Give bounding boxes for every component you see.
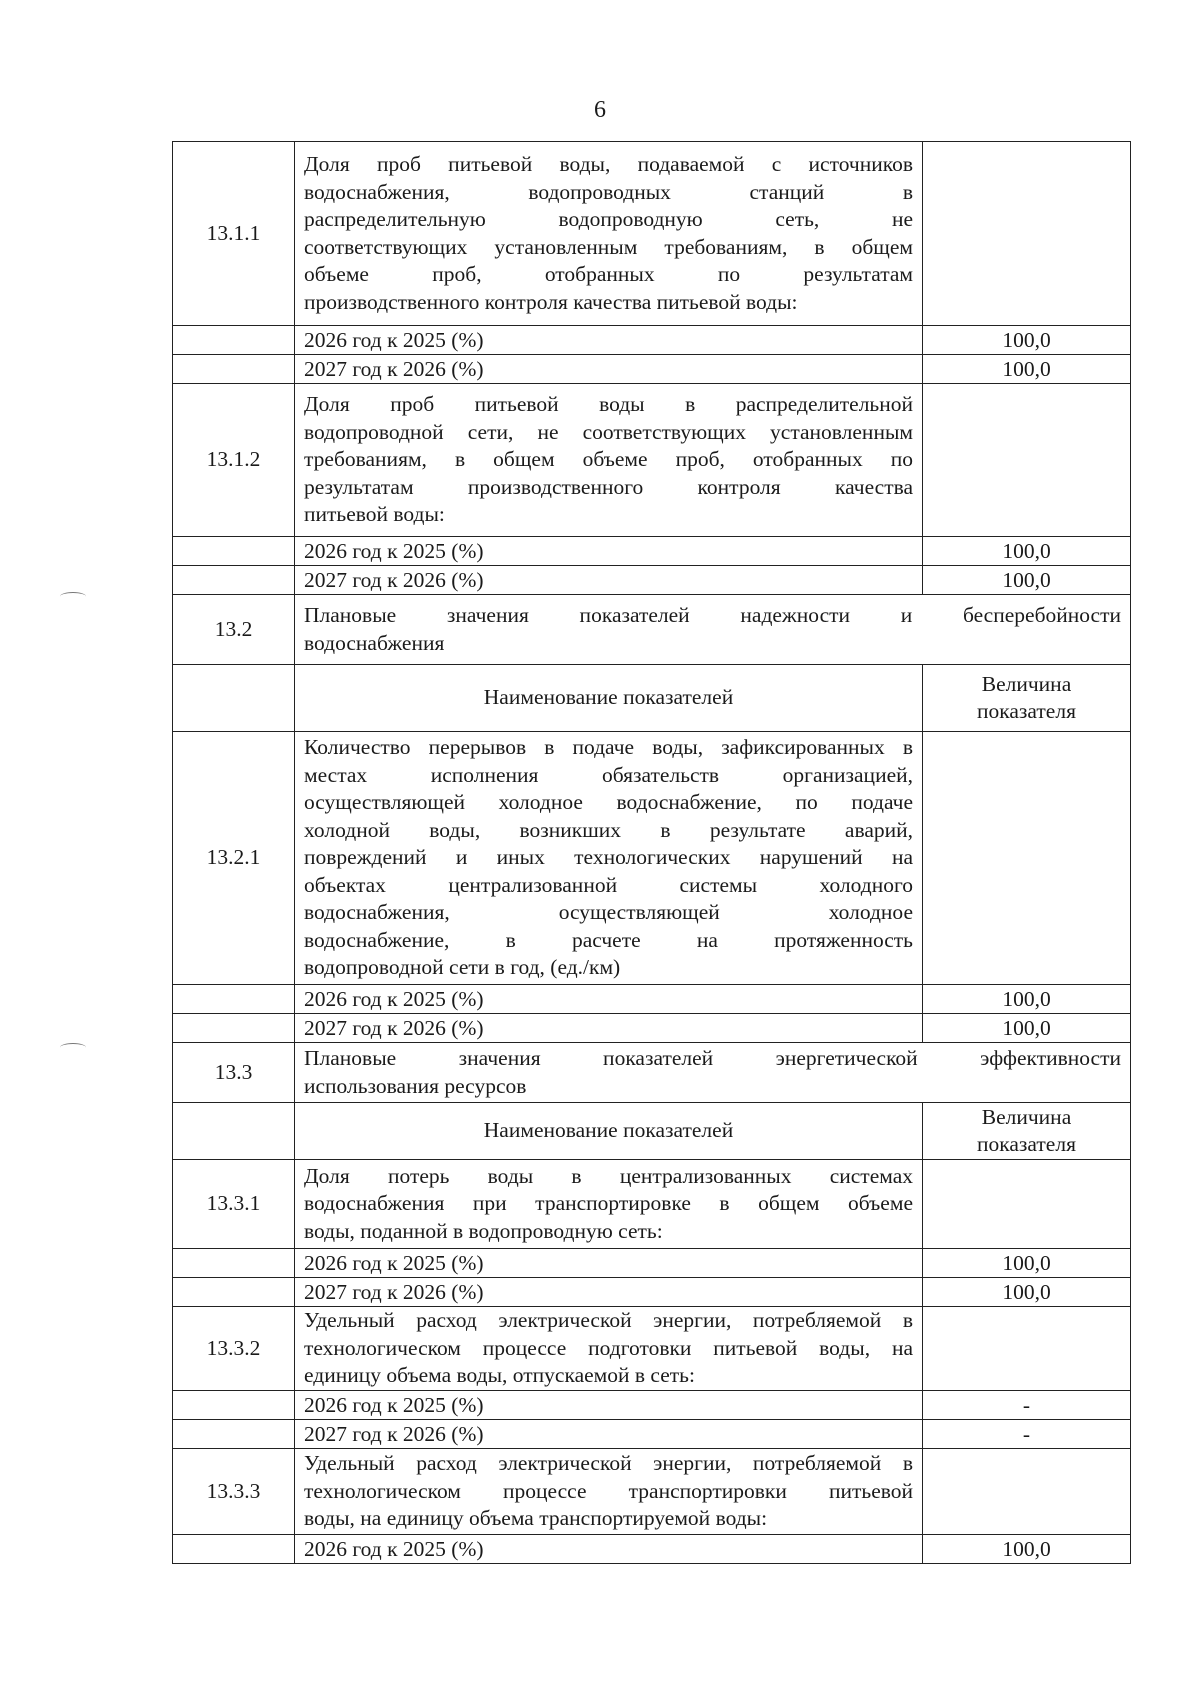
year-label: 2027 год к 2026 (%): [295, 1278, 923, 1307]
year-value: 100,0: [923, 985, 1131, 1014]
year-value: 100,0: [923, 326, 1131, 355]
text-line: требованиям, в общем объеме проб, отобранных по: [304, 447, 913, 472]
text-line: водоснабжения при транспортировке в общем объеме: [304, 1191, 913, 1216]
indicator-value: [923, 732, 1131, 985]
year-label: 2026 год к 2025 (%): [295, 1535, 923, 1564]
text-line: результатам производственного контроля качества: [304, 474, 913, 499]
year-label: 2027 год к 2026 (%): [295, 566, 923, 595]
indicators-table: [172, 141, 1131, 1564]
year-value: 100,0: [923, 355, 1131, 384]
year-value: 100,0: [923, 537, 1131, 566]
table-row: [173, 537, 1131, 566]
row-number: 13.3.2: [173, 1307, 295, 1391]
year-value: 100,0: [923, 566, 1131, 595]
table-row: [173, 1420, 1131, 1449]
indicator-name: [295, 1307, 923, 1391]
text-line: технологическом процессе транспортировки питьевой: [304, 1478, 913, 1503]
table-row: [173, 142, 1131, 326]
indicator-name: [295, 142, 923, 326]
text-line: воды, на единицу объема транспортируемой воды:: [304, 1506, 768, 1531]
text-line: объеме проб, отобранных по результатам: [304, 262, 913, 286]
text-line: соответствующих установленным требованиям, в общем: [304, 234, 913, 259]
margin-mark: [60, 1043, 86, 1052]
section-title: [295, 1043, 1131, 1103]
indicator-value: [923, 384, 1131, 537]
table-row: [173, 1449, 1131, 1535]
column-header-value: Величина показателя: [923, 1103, 1131, 1160]
year-label: 2026 год к 2025 (%): [295, 326, 923, 355]
row-number: 13.1.1: [173, 142, 295, 326]
text-line: водоснабжения, осуществляющей холодное: [304, 900, 913, 925]
row-number: 13.3.1: [173, 1160, 295, 1249]
table-row: [173, 384, 1131, 537]
year-value: 100,0: [923, 1278, 1131, 1307]
row-number: 13.3.3: [173, 1449, 295, 1535]
text-line: единицу объема воды, отпускаемой в сеть:: [304, 1363, 695, 1388]
table-row: [173, 326, 1131, 355]
indicator-name: [295, 1160, 923, 1249]
text-line: Плановые значения показателей энергетической эффективности: [304, 1046, 1121, 1070]
year-label: 2026 год к 2025 (%): [295, 1249, 923, 1278]
text-line: водоснабжения: [304, 630, 445, 655]
text-line: объектах централизованной системы холодного: [304, 872, 913, 897]
text-line: Доля потерь воды в централизованных системах: [304, 1163, 913, 1188]
year-label: 2026 год к 2025 (%): [295, 537, 923, 566]
table-row: [173, 1535, 1131, 1564]
row-number: 13.2.1: [173, 732, 295, 985]
indicator-value: [923, 1307, 1131, 1391]
text-line: холодной воды, возникших в результате аварий,: [304, 817, 913, 842]
table-row: [173, 1278, 1131, 1307]
table-row: [173, 1014, 1131, 1043]
margin-mark: [60, 592, 86, 601]
year-value: -: [923, 1420, 1131, 1449]
year-value: 100,0: [923, 1249, 1131, 1278]
section-title: [295, 595, 1131, 665]
table-row: [173, 985, 1131, 1014]
year-label: 2026 год к 2025 (%): [295, 1391, 923, 1420]
table-row: [173, 1249, 1131, 1278]
text-line: местах исполнения обязательств организацией,: [304, 762, 913, 787]
text-line: водоснабжения, водопроводных станций в: [304, 179, 913, 204]
column-header-name: Наименование показателей: [295, 665, 923, 732]
table-row: [173, 355, 1131, 384]
section-number: 13.2: [173, 595, 295, 665]
indicator-name: [295, 1449, 923, 1535]
year-label: 2026 год к 2025 (%): [295, 985, 923, 1014]
table-row: [173, 1307, 1131, 1391]
text-line: использования ресурсов: [304, 1073, 527, 1098]
column-header-value: Величина показателя: [923, 665, 1131, 732]
indicator-name: [295, 384, 923, 537]
indicator-value: [923, 1449, 1131, 1535]
text-line: водоснабжение, в расчете на протяженность: [304, 927, 913, 952]
text-line: повреждений и иных технологических нарушений на: [304, 845, 913, 870]
table-row: [173, 732, 1131, 985]
section-number: 13.3: [173, 1043, 295, 1103]
year-label: 2027 год к 2026 (%): [295, 355, 923, 384]
year-value: 100,0: [923, 1535, 1131, 1564]
section-row: [173, 595, 1131, 665]
text-line: питьевой воды:: [304, 502, 445, 527]
section-row: [173, 1043, 1131, 1103]
year-value: -: [923, 1391, 1131, 1420]
text-line: распределительную водопроводную сеть, не: [304, 207, 913, 231]
row-number: 13.1.2: [173, 384, 295, 537]
text-line: Доля проб питьевой воды в распределительной: [304, 392, 913, 417]
header-row: [173, 665, 1131, 732]
text-line: технологическом процессе подготовки питьевой воды, на: [304, 1335, 913, 1360]
column-header-name: Наименование показателей: [295, 1103, 923, 1160]
text-line: воды, поданной в водопроводную сеть:: [304, 1218, 663, 1243]
text-line: Удельный расход электрической энергии, потребляемой в: [304, 1308, 913, 1333]
text-line: Количество перерывов в подаче воды, зафиксированных в: [304, 735, 913, 760]
table-row: [173, 566, 1131, 595]
table-row: [173, 1160, 1131, 1249]
table-row: [173, 1391, 1131, 1420]
text-line: Удельный расход электрической энергии, потребляемой в: [304, 1451, 913, 1476]
indicator-value: [923, 142, 1131, 326]
indicator-name: [295, 732, 923, 985]
text-line: водопроводной сети в год, (ед./км): [304, 955, 621, 980]
text-line: Плановые значения показателей надежности и бесперебойности: [304, 603, 1121, 627]
year-label: 2027 год к 2026 (%): [295, 1420, 923, 1449]
text-line: осуществляющей холодное водоснабжение, по подаче: [304, 790, 913, 815]
year-label: 2027 год к 2026 (%): [295, 1014, 923, 1043]
header-row: [173, 1103, 1131, 1160]
year-value: 100,0: [923, 1014, 1131, 1043]
text-line: водопроводной сети, не соответствующих установленным: [304, 419, 913, 444]
indicator-value: [923, 1160, 1131, 1249]
text-line: производственного контроля качества питьевой воды:: [304, 289, 798, 314]
page-number: 6: [594, 97, 606, 123]
text-line: Доля проб питьевой воды, подаваемой с источников: [304, 152, 913, 176]
